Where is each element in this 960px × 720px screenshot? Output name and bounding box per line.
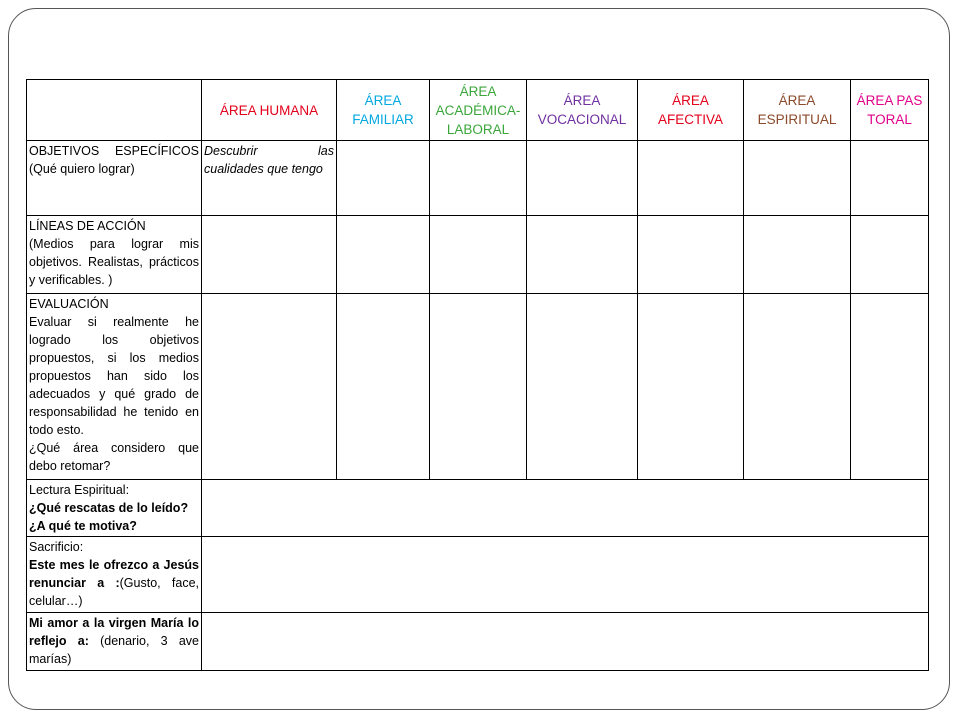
cell-empty <box>337 216 430 294</box>
planning-table <box>26 79 929 671</box>
cell-empty <box>851 216 929 294</box>
cell-empty <box>744 294 851 480</box>
row-sacrificio <box>27 537 929 613</box>
cell-empty <box>851 141 929 216</box>
row-label-lineas <box>27 216 202 294</box>
evaluacion-question: ¿Qué área considero que debo retomar? <box>29 441 199 473</box>
row-lineas <box>27 216 929 294</box>
cell-empty <box>744 141 851 216</box>
cell-empty <box>430 141 527 216</box>
objetivos-desc: (Qué quiero lograr) <box>29 162 135 176</box>
sacrificio-title: Sacrificio: <box>29 540 84 554</box>
row-label-virgen <box>27 613 202 671</box>
row-label-objetivos <box>27 141 202 216</box>
header-label: ÁREA ESPIRITUAL <box>757 93 837 127</box>
corner-cell <box>27 80 202 141</box>
lectura-answer-cell <box>202 480 929 537</box>
cell-empty <box>202 294 337 480</box>
header-area-afectiva <box>638 80 744 141</box>
header-area-familiar <box>337 80 430 141</box>
cell-empty <box>851 294 929 480</box>
sacrificio-answer-cell <box>202 537 929 613</box>
lineas-title: LÍNEAS DE ACCIÓN <box>29 219 146 233</box>
header-label: ÁREA FAMILIAR <box>352 93 414 127</box>
row-lectura <box>27 480 929 537</box>
header-area-vocacional <box>527 80 638 141</box>
virgen-answer-cell <box>202 613 929 671</box>
sacrificio-bold: Este mes le ofrezco a Jesús renunciar a : <box>29 558 199 590</box>
row-objetivos <box>27 141 929 216</box>
cell-humana-objetivo <box>202 141 337 216</box>
cell-empty <box>430 294 527 480</box>
cell-empty <box>337 141 430 216</box>
row-virgen <box>27 613 929 671</box>
header-label: ÁREA PASTORAL <box>856 93 923 127</box>
sacrificio-normal: (Gusto, face, celular…) <box>29 576 200 608</box>
header-row <box>27 80 929 141</box>
cell-empty <box>527 294 638 480</box>
cell-empty <box>638 141 744 216</box>
cell-empty <box>527 141 638 216</box>
row-label-sacrificio <box>27 537 202 613</box>
row-evaluacion <box>27 294 929 480</box>
header-label: ÁREA AFECTIVA <box>657 93 723 127</box>
header-area-academica <box>430 80 527 141</box>
header-label: ÁREA VOCACIONAL <box>537 93 627 127</box>
cell-empty <box>430 216 527 294</box>
lineas-desc: (Medios para lograr mis objetivos. Realistas, prácticos y verificables. ) <box>29 237 199 287</box>
virgen-bold: Mi amor a la virgen María lo reflejo a: <box>29 616 199 648</box>
evaluacion-title: EVALUACIÓN <box>29 297 109 311</box>
cell-empty <box>638 294 744 480</box>
cell-empty <box>744 216 851 294</box>
header-area-pastoral <box>851 80 929 141</box>
cell-empty <box>638 216 744 294</box>
lectura-q2: ¿A qué te motiva? <box>29 519 137 533</box>
lectura-title: Lectura Espiritual: <box>29 483 130 497</box>
row-label-lectura <box>27 480 202 537</box>
header-area-humana <box>202 80 337 141</box>
objetivos-title: OBJETIVOS ESPECÍFICOS <box>29 144 199 158</box>
cell-empty <box>527 216 638 294</box>
header-label: ÁREA ACADÉMICA-LABORAL <box>435 83 521 137</box>
row-label-evaluacion <box>27 294 202 480</box>
header-label: ÁREA HUMANA <box>219 102 319 118</box>
virgen-normal: (denario, 3 ave marías) <box>29 634 199 666</box>
evaluacion-desc: Evaluar si realmente he logrado los objetivos propuestos, si los medios propuestos han sido los adecuados y qué grado de responsabilidad he tenido en todo esto. <box>29 315 199 437</box>
cell-empty <box>202 216 337 294</box>
example-objective: Descubrir las cualidades que tengo <box>204 144 334 176</box>
lectura-q1: ¿Qué rescatas de lo leído? <box>29 501 189 515</box>
header-area-espiritual <box>744 80 851 141</box>
cell-empty <box>337 294 430 480</box>
